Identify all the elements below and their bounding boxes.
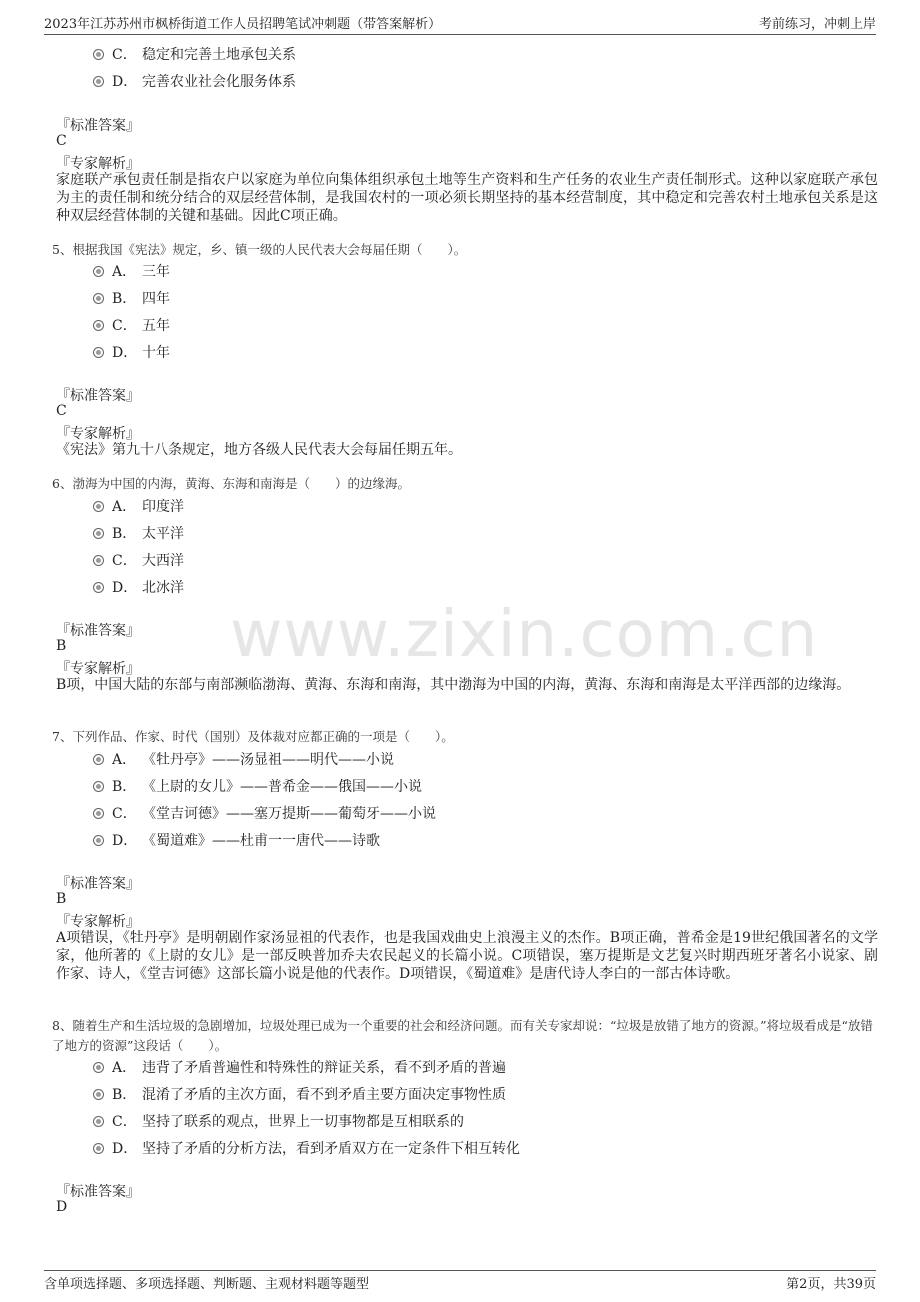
- q6-option-c[interactable]: C． 大西洋: [93, 550, 184, 570]
- q5-option-d[interactable]: D． 十年: [93, 342, 170, 362]
- radio-icon[interactable]: [93, 320, 104, 331]
- q6-answer-label: 『标准答案』: [56, 623, 140, 639]
- watermark: www.zixin.com.cn: [230, 598, 819, 672]
- q7-answer: B: [56, 891, 67, 907]
- radio-icon[interactable]: [93, 754, 104, 765]
- radio-icon[interactable]: [93, 1062, 104, 1073]
- radio-icon[interactable]: [93, 347, 104, 358]
- q8-question: 8、随着生产和生活垃圾的急剧增加，垃圾处理已成为一个重要的社会和经济问题。而有关专家却说：“垃圾是放错了地方的资源。”将垃圾看成是“放错了地方的资源”这段话（ ）。: [52, 1018, 873, 1053]
- q5-analysis-label: 『专家解析』: [56, 426, 140, 442]
- q5-answer-label: 『标准答案』: [56, 388, 140, 404]
- q6-option-d[interactable]: D． 北冰洋: [93, 577, 184, 597]
- q6-analysis-label: 『专家解析』: [56, 661, 140, 677]
- radio-icon[interactable]: [93, 1089, 104, 1100]
- radio-icon[interactable]: [93, 835, 104, 846]
- q7-option-c[interactable]: C． 《堂吉诃德》——塞万提斯——葡萄牙——小说: [93, 803, 436, 823]
- header-title: 2023年江苏苏州市枫桥街道工作人员招聘笔试冲刺题（带答案解析）: [44, 17, 442, 32]
- q7-answer-label: 『标准答案』: [56, 876, 140, 892]
- radio-icon[interactable]: [93, 528, 104, 539]
- radio-icon[interactable]: [93, 49, 104, 60]
- radio-icon[interactable]: [93, 1116, 104, 1127]
- q8-answer: D: [56, 1199, 68, 1215]
- q4-option-c[interactable]: C． 稳定和完善土地承包关系: [93, 44, 296, 64]
- q7-analysis-label: 『专家解析』: [56, 914, 140, 930]
- q7-option-a[interactable]: A． 《牡丹亭》——汤显祖——明代——小说: [93, 749, 394, 769]
- q7-question: 7、下列作品、作家、时代（国别）及体裁对应都正确的一项是（ ）。: [52, 729, 454, 744]
- radio-icon[interactable]: [93, 808, 104, 819]
- q6-option-b[interactable]: B． 太平洋: [93, 523, 184, 543]
- page-footer: [44, 1270, 876, 1295]
- q8-option-b[interactable]: B． 混淆了矛盾的主次方面，看不到矛盾主要方面决定事物性质: [93, 1084, 506, 1104]
- q8-answer-label: 『标准答案』: [56, 1184, 140, 1200]
- q6-answer: B: [56, 638, 67, 654]
- page-number: 第2页，共39页: [786, 1277, 876, 1292]
- q5-analysis: 《宪法》第九十八条规定，地方各级人民代表大会每届任期五年。: [56, 442, 462, 458]
- q4-analysis: 家庭联产承包责任制是指农户以家庭为单位向集体组织承包土地等生产资料和生产任务的农业生产责任制形式。这种以家庭联产承包为主的责任制和统分结合的双层经营体制，是我国农村的一项必须长期坚持的基本经营制度，其中稳定和完善农村土地承包关系是这种双层经营体制的关键和基础。因此C项正确。: [56, 172, 878, 224]
- q5-option-c[interactable]: C． 五年: [93, 315, 170, 335]
- q4-answer: C: [56, 133, 67, 149]
- header-slogan: 考前练习，冲刺上岸: [758, 17, 876, 32]
- q7-option-b[interactable]: B． 《上尉的女儿》——普希金——俄国——小说: [93, 776, 422, 796]
- radio-icon[interactable]: [93, 76, 104, 87]
- q5-option-a[interactable]: A． 三年: [93, 261, 170, 281]
- radio-icon[interactable]: [93, 293, 104, 304]
- radio-icon[interactable]: [93, 1143, 104, 1154]
- q5-answer: C: [56, 403, 67, 419]
- q8-option-c[interactable]: C． 坚持了联系的观点，世界上一切事物都是互相联系的: [93, 1111, 464, 1131]
- radio-icon[interactable]: [93, 582, 104, 593]
- q4-analysis-label: 『专家解析』: [56, 156, 140, 172]
- radio-icon[interactable]: [93, 555, 104, 566]
- radio-icon[interactable]: [93, 781, 104, 792]
- q7-analysis: A项错误，《牡丹亭》是明朝剧作家汤显祖的代表作，也是我国戏曲史上浪漫主义的杰作。B项正确，普希金是19世纪俄国著名的文学家，他所著的《上尉的女儿》是一部反映普加乔夫农民起义的长篇小说。C项错误，塞万提斯是文艺复兴时期西班牙著名小说家、剧作家、诗人，《堂吉诃德》这部长篇小说是他的代表作。D项错误，《蜀道难》是唐代诗人李白的一部古体诗歌。: [56, 930, 878, 982]
- radio-icon[interactable]: [93, 501, 104, 512]
- q6-question: 6、渤海为中国的内海，黄海、东海和南海是（ ）的边缘海。: [52, 476, 410, 491]
- q8-option-a[interactable]: A． 违背了矛盾普遍性和特殊性的辩证关系，看不到矛盾的普遍: [93, 1057, 506, 1077]
- q8-option-d[interactable]: D． 坚持了矛盾的分析方法，看到矛盾双方在一定条件下相互转化: [93, 1138, 520, 1158]
- q5-option-b[interactable]: B． 四年: [93, 288, 170, 308]
- q6-analysis: B项，中国大陆的东部与南部濒临渤海、黄海、东海和南海，其中渤海为中国的内海，黄海、东海和南海是太平洋西部的边缘海。: [56, 677, 851, 693]
- q6-option-a[interactable]: A． 印度洋: [93, 496, 184, 516]
- q4-answer-label: 『标准答案』: [56, 118, 140, 134]
- page-header: [44, 10, 876, 35]
- q4-option-d[interactable]: D． 完善农业社会化服务体系: [93, 71, 296, 91]
- q7-option-d[interactable]: D． 《蜀道难》——杜甫一一唐代——诗歌: [93, 830, 380, 850]
- footer-note: 含单项选择题、多项选择题、判断题、主观材料题等题型: [44, 1277, 370, 1292]
- q5-question: 5、根据我国《宪法》规定，乡、镇一级的人民代表大会每届任期（ ）。: [52, 242, 467, 257]
- radio-icon[interactable]: [93, 266, 104, 277]
